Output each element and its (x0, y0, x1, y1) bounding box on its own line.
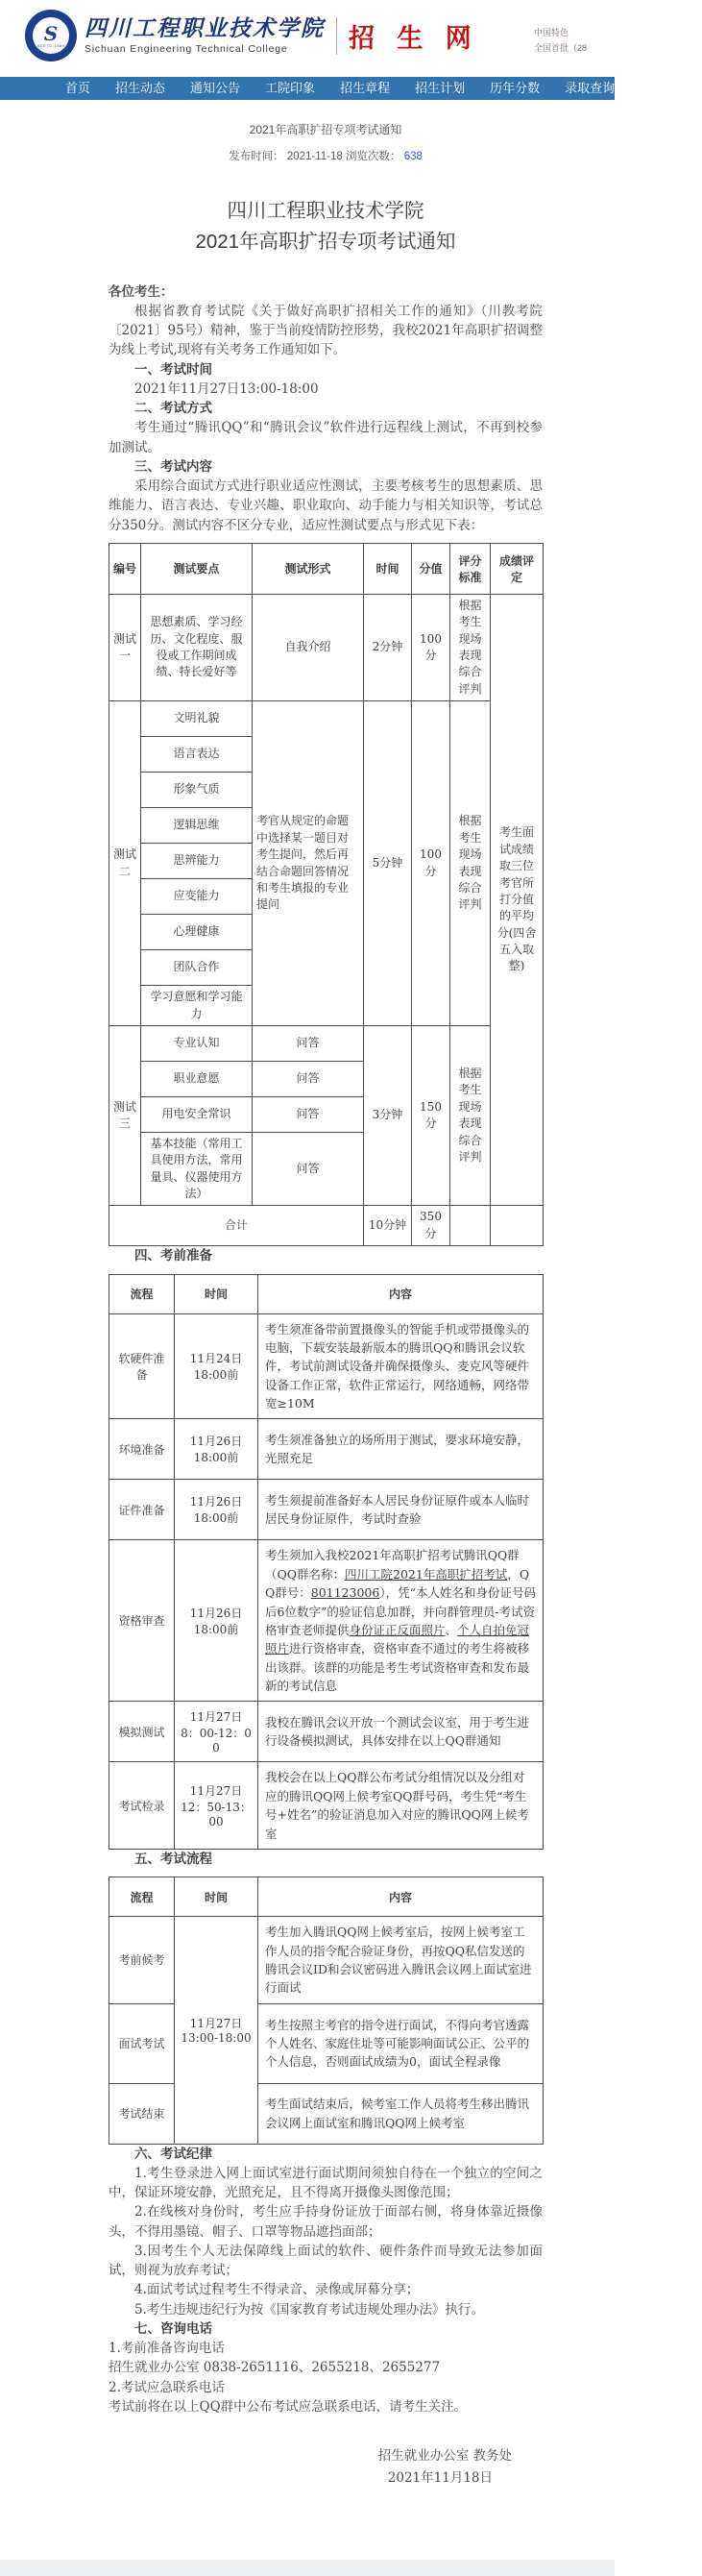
signature-block (109, 2445, 543, 2490)
doc-title (109, 196, 543, 258)
cell-judge-note: 根据考生现场表现综合评判 (450, 1025, 491, 1206)
cell-time: 3分钟 (364, 1025, 412, 1206)
cell-content: 我校会在以上QQ群公布考试分组情况以及分组对应的腾讯QQ网上候考室QQ群号码，考生凭“考生号+姓名”的验证消息加入对应的腾讯QQ网上候考室 (258, 1762, 544, 1850)
breadcrumb-title: 2021年高职扩招专项考试通知 (249, 123, 402, 136)
cell-content: 考生面试结束后，候考室工作人员将考生移出腾讯会议网上面试室和腾讯QQ网上候考室 (258, 2083, 544, 2144)
cell-test-label: 测试三 (109, 1025, 141, 1206)
cell-process: 面试考试 (109, 2003, 175, 2083)
header-cell: 流程 (109, 1877, 175, 1917)
header-cell: 内容 (258, 1274, 544, 1313)
cell-test-label: 测试一 (109, 594, 141, 700)
nav-item-college-impression[interactable]: 工院印象 (265, 81, 316, 95)
cell-empty (491, 1206, 544, 1246)
site-section-name: 招 生 网 (336, 17, 478, 55)
cell-process: 考前候考 (109, 1917, 175, 2004)
cell-time: 5分钟 (364, 701, 412, 1026)
cell-test-point: 学习意愿和学习能力 (141, 986, 253, 1026)
prep-row (109, 1480, 544, 1540)
cell-empty (450, 1206, 491, 1246)
qq-group-number-link: 801123006 (310, 1585, 380, 1601)
cell-process: 考试检录 (109, 1762, 175, 1850)
cell-time: 11月26日 18:00前 (175, 1480, 258, 1540)
header-cell: 时间 (175, 1274, 258, 1313)
header-cell: 测试形式 (253, 543, 364, 594)
cell-test-points: 思想素质、学习经历、文化程度、服役或工作期间成绩、特长爱好等 (141, 594, 253, 700)
college-logo-icon (25, 10, 77, 61)
cell-total-time: 10分钟 (364, 1206, 412, 1246)
section-heading-6: 六、考试纪律 (134, 2146, 212, 2162)
header-cell: 测试要点 (141, 543, 253, 594)
table-header-row (109, 1274, 544, 1313)
views-label: 浏览次数： (346, 151, 401, 162)
discipline-item: 2.在线核对身份时，考生应手持身份证放于面部右侧，将身体靠近摄像头，不得用墨镜、帽子、口罩等物品遮挡面部； (109, 2204, 543, 2240)
signature-org: 招生就业办公室 教务处 (377, 2448, 512, 2465)
cell-time: 11月27日 13:00-18:00 (175, 1917, 258, 2145)
header-cell: 编号 (109, 543, 141, 594)
prep-row (109, 1762, 544, 1850)
cell-test-point: 形象气质 (141, 773, 253, 808)
college-name-en: Sichuan Engineering Technical College (85, 42, 288, 55)
cell-total-score: 350分 (412, 1206, 450, 1246)
contact-line: 考试前将在以上QQ群中公布考试应急联系电话，请考生关注。 (109, 2398, 468, 2415)
contact-phone-line: 招生就业办公室 0838-2651116、2655218、2655277 (109, 2360, 441, 2376)
cell-content: 考生须加入我校2021年高职扩招考试腾讯QQ群（QQ群名称：四川工院2021年高职扩招考试，QQ群号：801123006），凭“本人姓名和身份证号码后6位数字”的验证信息加群，并向群管理员-考试资格审查老师提供身份证正反面照片、个人自拍免冠照片进行资格审查，资格审查不通过的考生将被移出该群。该群的功能是考生考试资格审查和发布最新的考试信息 (258, 1540, 544, 1702)
selfie-photo-emphasis: 个人自拍免冠照片 (265, 1622, 530, 1656)
cell-score: 100分 (412, 594, 450, 700)
nav-item-notices[interactable]: 通知公告 (190, 81, 241, 95)
cell-time: 2分钟 (364, 594, 412, 700)
header-cell: 时间 (175, 1877, 258, 1917)
exam-content-text: 采用综合面试方式进行职业适应性测试，主要考核考生的思想素质、思维能力、语言表达、专业兴趣、职业取向、动手能力与相关知识等，考试总分350分。测试内容不区分专业，适应性测试要点与形式见下表： (109, 478, 543, 533)
cell-test-form: 问答 (253, 1061, 364, 1096)
cell-process: 环境准备 (109, 1419, 175, 1480)
nav-item-contact[interactable]: 联系方式 (640, 81, 690, 95)
process-row (109, 2083, 544, 2144)
cell-time: 11月26日 18:00前 (175, 1540, 258, 1702)
nav-item-historical-scores[interactable]: 历年分数 (490, 81, 541, 95)
view-count: 638 (403, 151, 423, 162)
nav-item-admissions-news[interactable]: 招生动态 (115, 81, 166, 95)
doc-title-line-1: 四川工程职业技术学院 (227, 200, 424, 222)
cell-process: 证件准备 (109, 1480, 175, 1540)
cell-test-form: 问答 (253, 1132, 364, 1206)
cell-judge-note: 根据考生现场表现综合评判 (450, 701, 491, 1026)
cell-content: 考生须准备带前置摄像头的智能手机或带摄像头的电脑，下载安装最新版本的腾讯QQ和腾讯会议软件，考试前测试设备并确保摄像头、麦克风等硬件设备工作正常，软件正常运行，网络通畅，网络带宽≥10M (258, 1313, 544, 1419)
id-photo-emphasis: 身份证正反面照片 (349, 1622, 446, 1637)
section-heading-2: 二、考试方式 (134, 401, 212, 417)
main-nav (0, 77, 690, 100)
cell-time: 11月27日 12：50-13：00 (175, 1762, 258, 1850)
cell-content: 我校在腾讯会议开放一个测试会议室，用于考生进行设备模拟测试，具体安排在以上QQ群通知 (258, 1702, 544, 1762)
cell-test-point: 基本技能（常用工具使用方法，常用量具、仪器使用方法） (141, 1132, 253, 1206)
cell-process: 考试结束 (109, 2083, 175, 2144)
table-header-row (109, 543, 544, 594)
publish-line (109, 148, 543, 163)
cell-test-point: 心理健康 (141, 915, 253, 950)
test2-row (109, 701, 544, 737)
emblem-letter: S (43, 21, 59, 45)
section-heading-3: 三、考试内容 (134, 458, 212, 475)
college-name: 四川工程职业技术学院 (85, 15, 325, 42)
prep-row (109, 1540, 544, 1702)
doc-title-line-2: 2021年高职扩招专项考试通知 (195, 230, 456, 253)
article-meta (109, 121, 543, 163)
prep-table (109, 1274, 544, 1850)
header-slogan (534, 25, 615, 56)
discipline-item: 5.考生违规违纪行为按《国家教育考试违规处理办法》执行。 (134, 2301, 484, 2318)
slogan-line-2: 全国首批（28 (534, 43, 588, 54)
signature-date: 2021年11月18日 (387, 2470, 493, 2487)
section-heading-4: 四、考前准备 (134, 1248, 212, 1264)
process-row (109, 2003, 544, 2083)
cell-test-point: 职业意愿 (141, 1061, 253, 1096)
prep-row (109, 1419, 544, 1480)
header-cell: 内容 (258, 1877, 544, 1917)
contact-line: 1.考前准备咨询电话 (109, 2341, 225, 2357)
cell-test-point: 应变能力 (141, 879, 253, 915)
header-cell: 时间 (364, 543, 412, 594)
site-header (0, 0, 615, 77)
college-name-block (85, 16, 325, 54)
intro-paragraph: 根据省教育考试院《关于做好高职扩招相关工作的通知》（川教考院〔2021〕95号）精神，鉴于当前疫情防控形势，我校2021年高职扩招调整为线上考试,现将有关考务工作通知如下。 (109, 303, 543, 358)
qq-group-name-link: 四川工院2021年高职扩招考试 (345, 1566, 508, 1582)
discipline-item: 4.面试考试过程考生不得录音、录像或屏幕分享； (134, 2282, 420, 2298)
salutation: 各位考生： (109, 283, 174, 300)
nav-item-admission-plan[interactable]: 招生计划 (415, 81, 466, 95)
test3-row (109, 1025, 544, 1061)
section-heading-1: 一、考试时间 (134, 361, 212, 378)
header-cell: 分值 (412, 543, 450, 594)
cell-score: 100分 (412, 701, 450, 1026)
slogan-line-1: 中国特色 (534, 28, 569, 37)
prep-row (109, 1313, 544, 1419)
nav-item-admission-charter[interactable]: 招生章程 (340, 81, 391, 95)
logo-wrap (25, 10, 478, 61)
process-table (109, 1877, 544, 2145)
cell-test-point: 思辨能力 (141, 844, 253, 879)
nav-item-admission-query[interactable]: 录取查询 (565, 81, 616, 95)
cell-process: 软硬件准备 (109, 1313, 175, 1419)
cell-time: 11月26日 18:00前 (175, 1419, 258, 1480)
header-cell: 评分标准 (450, 543, 491, 594)
doc-body (109, 282, 543, 2576)
header-cell: 成绩评定 (491, 543, 544, 594)
cell-content: 考生须准备独立的场所用于测试，要求环境安静，光照充足 (258, 1419, 544, 1480)
emblem-year: SCETC-1959 (36, 42, 65, 48)
cell-test-label: 测试二 (109, 701, 141, 1026)
cell-test-point: 用电安全常识 (141, 1096, 253, 1132)
cell-score-note: 考生面试成绩取三位考官所打分值的平均分(四舍五入取整) (491, 594, 544, 1206)
cell-judge-note: 根据考生现场表现综合评判 (450, 594, 491, 700)
cell-content: 考生按照主考官的指令进行面试，不得向考官透露个人姓名、家庭住址等可能影响面试公正、公平的个人信息，否则面试成绩为0，面试全程录像 (258, 2003, 544, 2083)
cell-time: 11月24日 18:00前 (175, 1313, 258, 1419)
cell-test-form: 考官从规定的命题中选择某一题目对考生提问，然后再结合命题回答情况和考生填报的专业提问 (253, 701, 364, 1026)
cell-test-point: 团队合作 (141, 950, 253, 986)
cell-process: 资格审查 (109, 1540, 175, 1702)
cell-time: 11月27日 8：00-12：00 (175, 1702, 258, 1762)
cell-content: 考生加入腾讯QQ网上候考室后，按网上候考室工作人员的指令配合验证身份，再按QQ私信发送的腾讯会议ID和会议密码进入腾讯会议网上面试室进行面试 (258, 1917, 544, 2004)
test1-row (109, 594, 544, 700)
cell-test-form: 问答 (253, 1096, 364, 1132)
document-column (109, 121, 543, 2576)
publish-date: 2021-11-18 (286, 151, 343, 162)
cell-test-form: 自我介绍 (253, 594, 364, 700)
header-cell: 流程 (109, 1274, 175, 1313)
cell-test-point: 文明礼貌 (141, 701, 253, 737)
exam-content-table (109, 543, 544, 1246)
section-heading-5: 五、考试流程 (134, 1851, 212, 1867)
cell-total-label: 合计 (109, 1206, 364, 1246)
cell-test-point: 逻辑思维 (141, 808, 253, 844)
table-header-row (109, 1877, 544, 1917)
cell-score: 150分 (412, 1025, 450, 1206)
contact-line: 2.考试应急联系电话 (109, 2379, 225, 2395)
exam-time-text: 2021年11月27日13:00-18:00 (134, 380, 319, 397)
publish-label: 发布时间： (229, 151, 284, 162)
cell-test-point: 语言表达 (141, 737, 253, 773)
discipline-item: 3.因考生个人无法保障线上面试的软件、硬件条件而导致无法参加面试，则视为放弃考试； (109, 2243, 543, 2279)
cell-test-form: 问答 (253, 1025, 364, 1061)
page-footer-strip (0, 2560, 615, 2576)
prep-row (109, 1702, 544, 1762)
total-row (109, 1206, 544, 1246)
cell-process: 模拟测试 (109, 1702, 175, 1762)
nav-item-home[interactable]: 首页 (65, 81, 91, 95)
cell-content: 考生须提前准备好本人居民身份证原件或本人临时居民身份证原件，考试时查验 (258, 1480, 544, 1540)
discipline-item: 1.考生登录进入网上面试室进行面试期间须独自待在一个独立的空间之中，保证环境安静，光照充足，且不得离开摄像头图像范围； (109, 2165, 543, 2201)
exam-method-text: 考生通过“腾讯QQ”和“腾讯会议”软件进行远程线上测试，不再到校参加测试。 (109, 420, 543, 455)
cell-test-point: 专业认知 (141, 1025, 253, 1061)
section-heading-7: 七、咨询电话 (134, 2320, 212, 2337)
process-row (109, 1917, 544, 2004)
